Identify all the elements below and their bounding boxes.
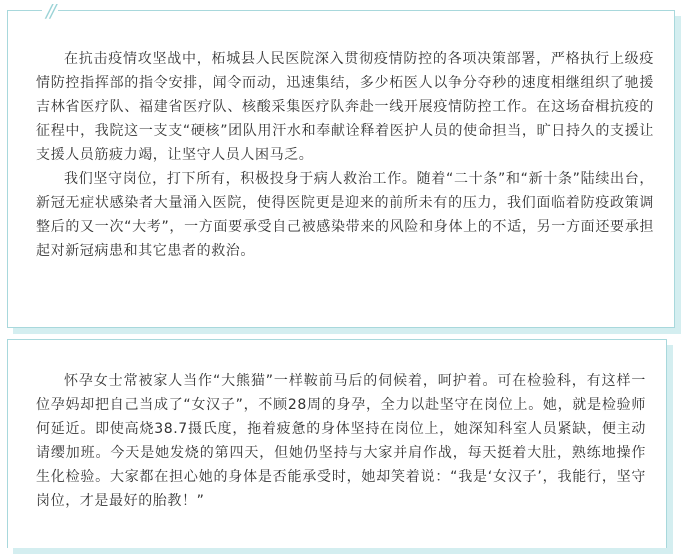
paragraph-stand-firm: 我们坚守岗位，打下所有，积极投身于病人救治工作。随着“二十条”和“新十条”陆续出台，新冠无症状感染者大量涌入医院，使得医院更是迎来的前所未有的压力，我们面临着防疫政策调整后的又一次“大考”，一方面要承受自己被感染带来的风险和身体上的不适，另一方面还要承担起对新冠病患和其它患者的救治。 xyxy=(36,171,654,259)
slash-decoration-icon: // xyxy=(42,2,58,22)
article-text-2 xyxy=(36,369,646,513)
article-text-1 xyxy=(36,47,654,263)
paragraph-pregnant-technician: 怀孕女士常被家人当作“大熊猫”一样鞍前马后的伺候着，呵护着。可在检验科，有这样一位孕妈却把自己当成了“女汉子”，不顾28周的身孕，全力以赴坚守在岗位上。她，就是检验师何延近。即使高烧38.7摄氏度，拖着疲惫的身体坚持在岗位上，她深知科室人员紧缺，便主动请缨加班。今天是她发烧的第四天，但她仍坚持与大家并肩作战，每天挺着大肚，熟练地操作生化检验。大家都在担心她的身体是否能承受时，她却笑着说：“我是‘女汉子’，我能行，坚守岗位，才是最好的胎教！” xyxy=(36,373,646,509)
paragraph-anti-epidemic: 在抗击疫情攻坚战中，柘城县人民医院深入贯彻疫情防控的各项决策部署，严格执行上级疫情防控指挥部的指令安排，闻令而动，迅速集结，多少柘医人以争分夺秒的速度相继组织了驰援吉林省医疗队、福建省医疗队、核酸采集医疗队奔赴一线开展疫情防控工作。在这场奋楫抗疫的征程中，我院这一支支“硬核”团队用汗水和奉献诠释着医护人员的使命担当，旷日持久的支援让支援人员筋疲力竭，让坚守人员人困马乏。 xyxy=(36,51,654,163)
